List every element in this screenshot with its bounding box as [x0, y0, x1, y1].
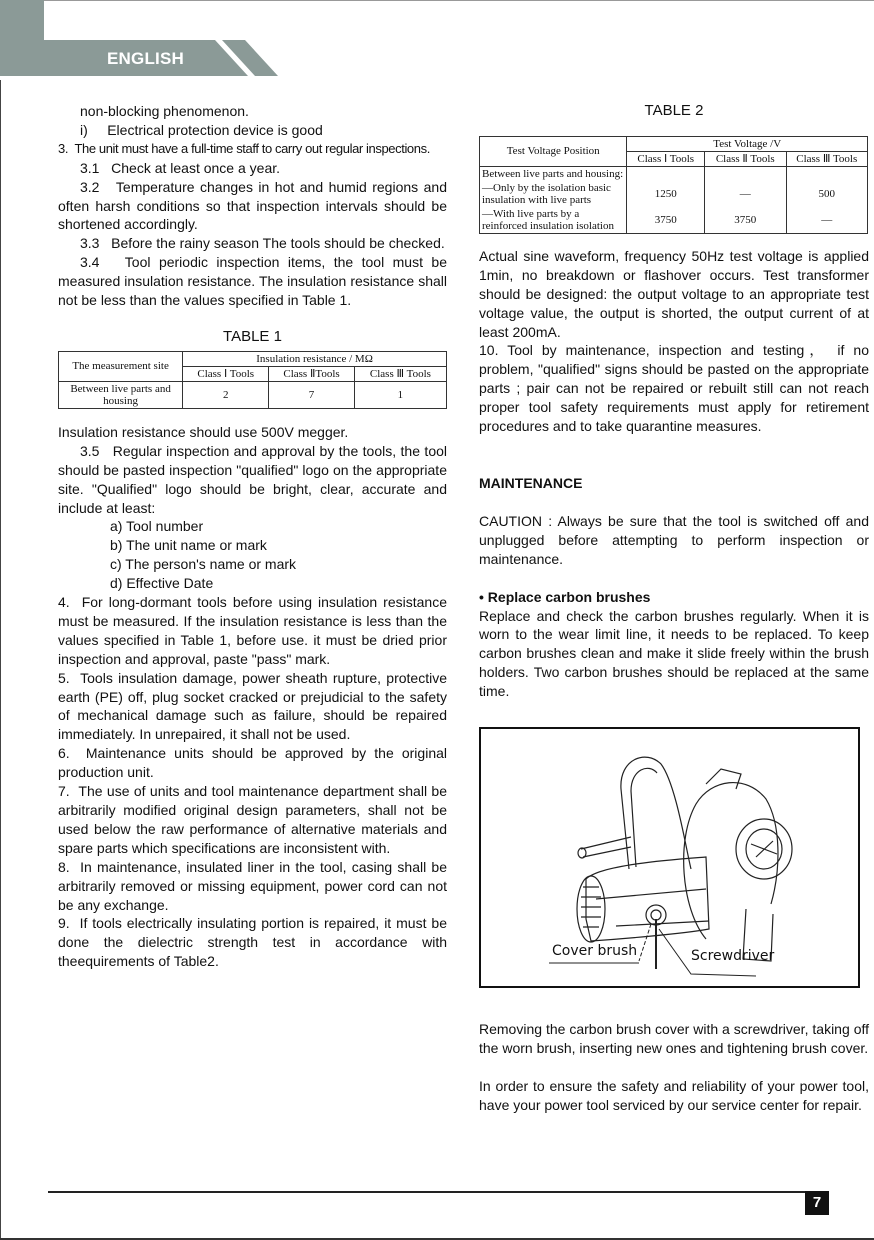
- table2-cell: 1250: [627, 181, 705, 207]
- numbered-item: 9. If tools electrically insulating portion is repaired, it must be done the dielectric strength test in accordance with theequirements of Table2.: [58, 915, 447, 970]
- screwdriver-label: Screwdriver: [691, 948, 775, 964]
- caution-text: CAUTION : Always be sure that the tool is switched off and unplugged before attempting to perform inspection or maintenance.: [479, 512, 869, 567]
- table2-title: TABLE 2: [644, 102, 704, 119]
- numbered-item: 5. Tools insulation damage, power sheath rupture, protective earth (PE) off, plug socket cracked or prejudicial to the safety of mechanical damage such as failure, should be repaired immediately. In unrepaired, it shall not be used.: [58, 669, 447, 743]
- table1-title: TABLE 1: [223, 327, 282, 345]
- text-line: 3. The unit must have a full-time staff to carry out regular inspections.: [58, 140, 430, 156]
- table2-cell: 3750: [627, 207, 705, 234]
- cover-brush-label: Cover brush: [552, 943, 638, 959]
- right-column-bottom: [479, 1020, 869, 1115]
- numbered-item: 8. In maintenance, insulated liner in the tool, casing shall be arbitrarily removed or missing equipment, power cord can not be any exchange.: [58, 858, 447, 913]
- right-column: [479, 102, 869, 701]
- text-line: 3.3 Before the rainy season The tools should be checked.: [80, 235, 445, 252]
- list-item: b) The unit name or mark: [110, 537, 267, 554]
- table1-col-header: Class ⅡTools: [269, 366, 355, 381]
- table2-col-header: Class Ⅲ Tools: [786, 151, 868, 166]
- maintenance-heading: MAINTENANCE: [479, 474, 583, 491]
- table1-col-header: Class Ⅰ Tools: [183, 366, 269, 381]
- text-line: Insulation resistance should use 500V megger.: [58, 423, 349, 440]
- page-number: 7: [805, 1191, 829, 1215]
- power-tool-illustration: [481, 729, 858, 986]
- table2-col-header: Class Ⅱ Tools: [705, 151, 786, 166]
- service-text: In order to ensure the safety and reliability of your power tool, have your power tool serviced by our service center for repair.: [479, 1077, 869, 1113]
- left-column: [58, 102, 447, 971]
- carbon-brushes-text: Replace and check the carbon brushes regularly. When it is worn to the wear limit line, it needs to be replaced. To keep carbon brushes clean and make it slide freely within the brush holders. Two carbon brushes should be replaced at the same time.: [479, 607, 869, 700]
- page-border-top: [44, 0, 874, 1]
- table1-row-label: Between live parts and housing: [59, 381, 183, 408]
- carbon-brushes-heading: • Replace carbon brushes: [479, 588, 651, 605]
- numbered-item: 7. The use of units and tool maintenance department shall be arbitrarily modified original design parameters, shall not be used below the raw performance of alternative materials and spare parts which specifications are inconsistent with.: [58, 783, 447, 856]
- table1-cell: 2: [183, 381, 269, 408]
- table2-row-label: —Only by the isolation basic insulation with live parts: [480, 181, 627, 207]
- page-border-left: [0, 80, 1, 1240]
- table2: [479, 136, 868, 234]
- table2-cell: —: [786, 207, 868, 234]
- removing-text: Removing the carbon brush cover with a screwdriver, taking off the worn brush, inserting new ones and tightening brush cover.: [479, 1021, 869, 1056]
- table2-col-header: Class Ⅰ Tools: [627, 151, 705, 166]
- carbon-brush-figure: [479, 727, 860, 988]
- language-label: ENGLISH: [107, 49, 184, 68]
- table1-cell: 1: [354, 381, 446, 408]
- list-item: a) Tool number: [110, 518, 204, 535]
- table2-row-label: —With live parts by a reinforced insulation isolation: [480, 207, 627, 234]
- footer-rule: [48, 1191, 805, 1193]
- table2-row-heading: Between live parts and housing:: [480, 166, 627, 181]
- text-para: 3.5 Regular inspection and approval by the tools, the tool should be pasted inspection "qualified" logo on the appropriate site. "Qualified" logo should be bright, clear, accurate and include at least:: [58, 442, 447, 516]
- list-item: c) The person's name or mark: [110, 556, 297, 573]
- text-line: i) Electrical protection device is good: [80, 121, 323, 138]
- test-paragraph: Actual sine waveform, frequency 50Hz test voltage is applied 1min, no breakdown or flashover occurs. Test transformer should be designed: the output voltage to an appropriate test voltage value, the output is shorted, the output current of at least 200mA.: [479, 247, 869, 340]
- table1-col-header: Class Ⅲ Tools: [354, 366, 446, 381]
- text-para: 3.2 Temperature changes in hot and humid regions and often harsh conditions so that inspection intervals should be shortened accordingly.: [58, 178, 447, 233]
- table2-header-group: Test Voltage /V: [627, 136, 868, 151]
- table2-header-position: Test Voltage Position: [480, 136, 627, 166]
- numbered-item: 4. For long-dormant tools before using insulation resistance must be measured. If the insulation resistance is less than the values specified in Table 1, before use. it must be dried prior inspection and approval, paste "pass" mark.: [58, 594, 447, 667]
- table2-cell: 500: [786, 181, 868, 207]
- text-para: 3.4 Tool periodic inspection items, the tool must be measured insulation resistance. The insulation resistance shall not be less than the values specified in Table 1.: [58, 254, 447, 309]
- table2-cell: 3750: [705, 207, 786, 234]
- item-10: 10. Tool by maintenance, inspection and testing， if no problem, "qualified" signs should be pasted on the appropriate parts ; pair can not be repaired or rebuilt still can not reach proper tool safety requirements must apply for retirement procedures and to take quarantine measures.: [479, 342, 869, 435]
- numbered-item: 6. Maintenance units should be approved by the original production unit.: [58, 745, 447, 781]
- table1-cell: 7: [269, 381, 355, 408]
- list-item: d) Effective Date: [110, 575, 214, 592]
- table1-header-site: The measurement site: [59, 351, 183, 381]
- table1: [58, 351, 447, 409]
- text-line: 3.1 Check at least once a year.: [80, 159, 281, 176]
- text-line: non-blocking phenomenon.: [80, 103, 249, 119]
- table2-cell: —: [705, 181, 786, 207]
- table1-header-group: Insulation resistance / MΩ: [183, 351, 447, 366]
